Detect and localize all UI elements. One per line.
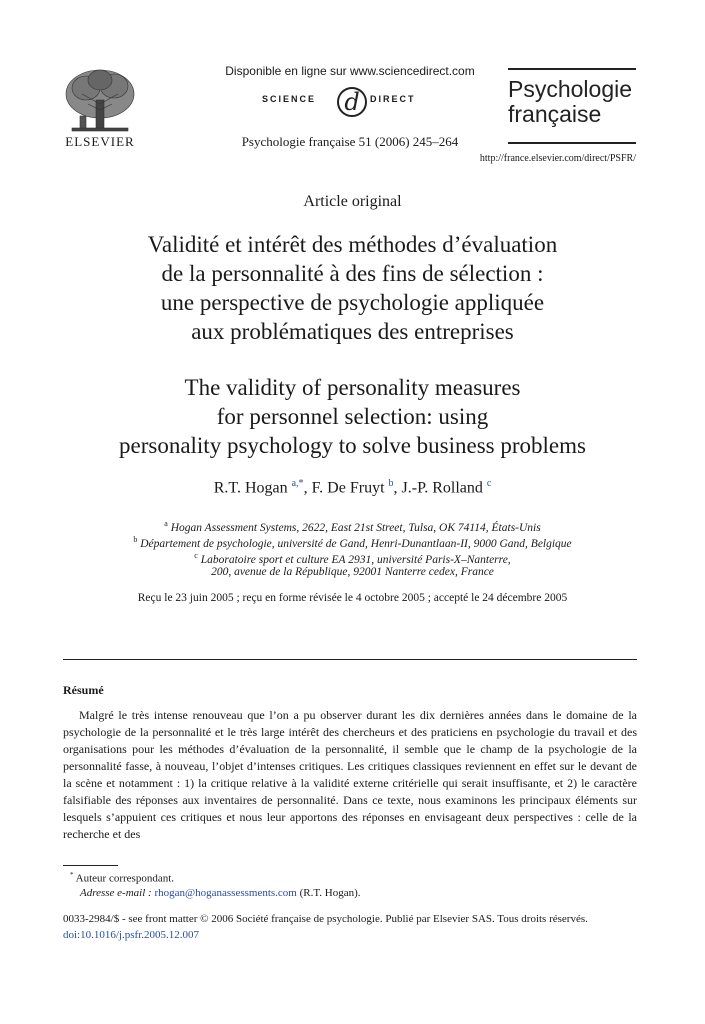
title-english bbox=[40, 373, 665, 460]
author-affiliation-link[interactable]: c bbox=[486, 478, 492, 489]
affiliation-text: Laboratoire sport et culture EA 2931, université Paris-X–Nanterre, bbox=[200, 553, 511, 566]
author-affiliation-link[interactable]: a,* bbox=[291, 478, 304, 489]
footnote-mark: * bbox=[70, 871, 74, 879]
journal-logo-bottom-rule bbox=[508, 142, 636, 144]
affiliation-text: Département de psychologie, université de Gand, Henri-Dunantlaan-II, 9000 Gand, Belgique bbox=[140, 537, 572, 550]
publisher-name: ELSEVIER bbox=[65, 134, 135, 149]
section-divider bbox=[63, 659, 637, 660]
journal-name-line2: française bbox=[508, 101, 602, 127]
title-french-line: une perspective de psychologie appliquée bbox=[160, 290, 545, 315]
title-english-line: The validity of personality measures bbox=[184, 375, 521, 400]
journal-logo-top-rule bbox=[508, 68, 636, 70]
abstract-heading: Résumé bbox=[63, 683, 104, 697]
author-affiliation-link[interactable]: b bbox=[388, 478, 394, 489]
doi-link[interactable]: doi:10.1016/j.psfr.2005.12.007 bbox=[63, 929, 199, 941]
copyright-line: 0033-2984/$ - see front matter © 2006 Société française de psychologie. Publié par Elsevier SAS. Tous droits réservés. bbox=[63, 913, 588, 925]
footnote-email bbox=[80, 887, 361, 899]
title-french-line: aux problématiques des entreprises bbox=[191, 319, 514, 344]
footnote-text: Auteur correspondant. bbox=[75, 872, 175, 885]
title-french-line: de la personnalité à des fins de sélection : bbox=[161, 261, 544, 286]
sciencedirect-right-text: DIRECT bbox=[370, 94, 416, 104]
author-name: J.-P. Rolland bbox=[401, 479, 483, 497]
journal-name-logo bbox=[508, 77, 648, 127]
email-owner: (R.T. Hogan). bbox=[299, 887, 361, 899]
affiliation-mark: c bbox=[194, 551, 198, 560]
sciencedirect-left-text: SCIENCE bbox=[262, 94, 317, 104]
author-name: F. De Fruyt bbox=[311, 479, 385, 497]
journal-url-link[interactable]: http://france.elsevier.com/direct/PSFR/ bbox=[479, 153, 636, 164]
title-english-line: personality psychology to solve business problems bbox=[119, 433, 586, 458]
article-type: Article original bbox=[303, 193, 402, 210]
affiliation-c-address: 200, avenue de la République, 92001 Nanterre cedex, France bbox=[211, 566, 494, 578]
footnote-divider bbox=[63, 865, 118, 866]
journal-reference: Psychologie française 51 (2006) 245–264 bbox=[241, 134, 459, 149]
title-french bbox=[40, 230, 665, 346]
title-french-line: Validité et intérêt des méthodes d’évaluation bbox=[147, 232, 558, 257]
author-name: R.T. Hogan bbox=[213, 479, 288, 497]
availability-line[interactable]: Disponible en ligne sur www.sciencedirect.com bbox=[225, 64, 475, 78]
affiliation-text: Hogan Assessment Systems, 2622, East 21st Street, Tulsa, OK 74114, États-Unis bbox=[170, 521, 541, 534]
received-dates: Reçu le 23 juin 2005 ; reçu en forme révisée le 4 octobre 2005 ; accepté le 24 décembre 2005 bbox=[137, 592, 568, 604]
title-english-line: for personnel selection: using bbox=[216, 404, 489, 429]
abstract-text: Malgré le très intense renouveau que l’on a pu observer durant les dix dernières années dans le domaine de la psychologie de la personnalité et le très large intérêt des chercheurs et des praticiens en psychologie du travail et des organisations pour les méthodes d’évaluation de la personnalité, il semble que le champ de la psychologie de la personnalité fasse, à nouveau, l’objet d’intenses critiques. Les critiques classiques reviennent en effet sur le devant de la scène et notamment : 1) la critique relative à la validité externe critérielle qui serait insuffisante, et 2) le caractère falsifiable des réponses aux inventaires de personnalité. Dans ce texte, nous examinons les principaux éléments sur lesquels s’appuient ces critiques et nous leur apportons des réponses en envisageant deux perspectives : celle de la recherche et des bbox=[63, 708, 637, 841]
affiliation-mark: b bbox=[133, 535, 138, 544]
email-label: Adresse e-mail : bbox=[80, 887, 152, 899]
email-link[interactable]: rhogan@hoganassessments.com bbox=[154, 887, 297, 899]
svg-text:d: d bbox=[344, 88, 360, 116]
journal-name-line1: Psychologie bbox=[508, 76, 633, 102]
affiliation-mark: a bbox=[164, 519, 168, 528]
footnote-corresponding bbox=[70, 871, 174, 885]
author-list: R.T. Hogan $^{a,*}$, F. De Fruyt $^b$, J.-P. Rolland $^c$ bbox=[213, 478, 492, 497]
